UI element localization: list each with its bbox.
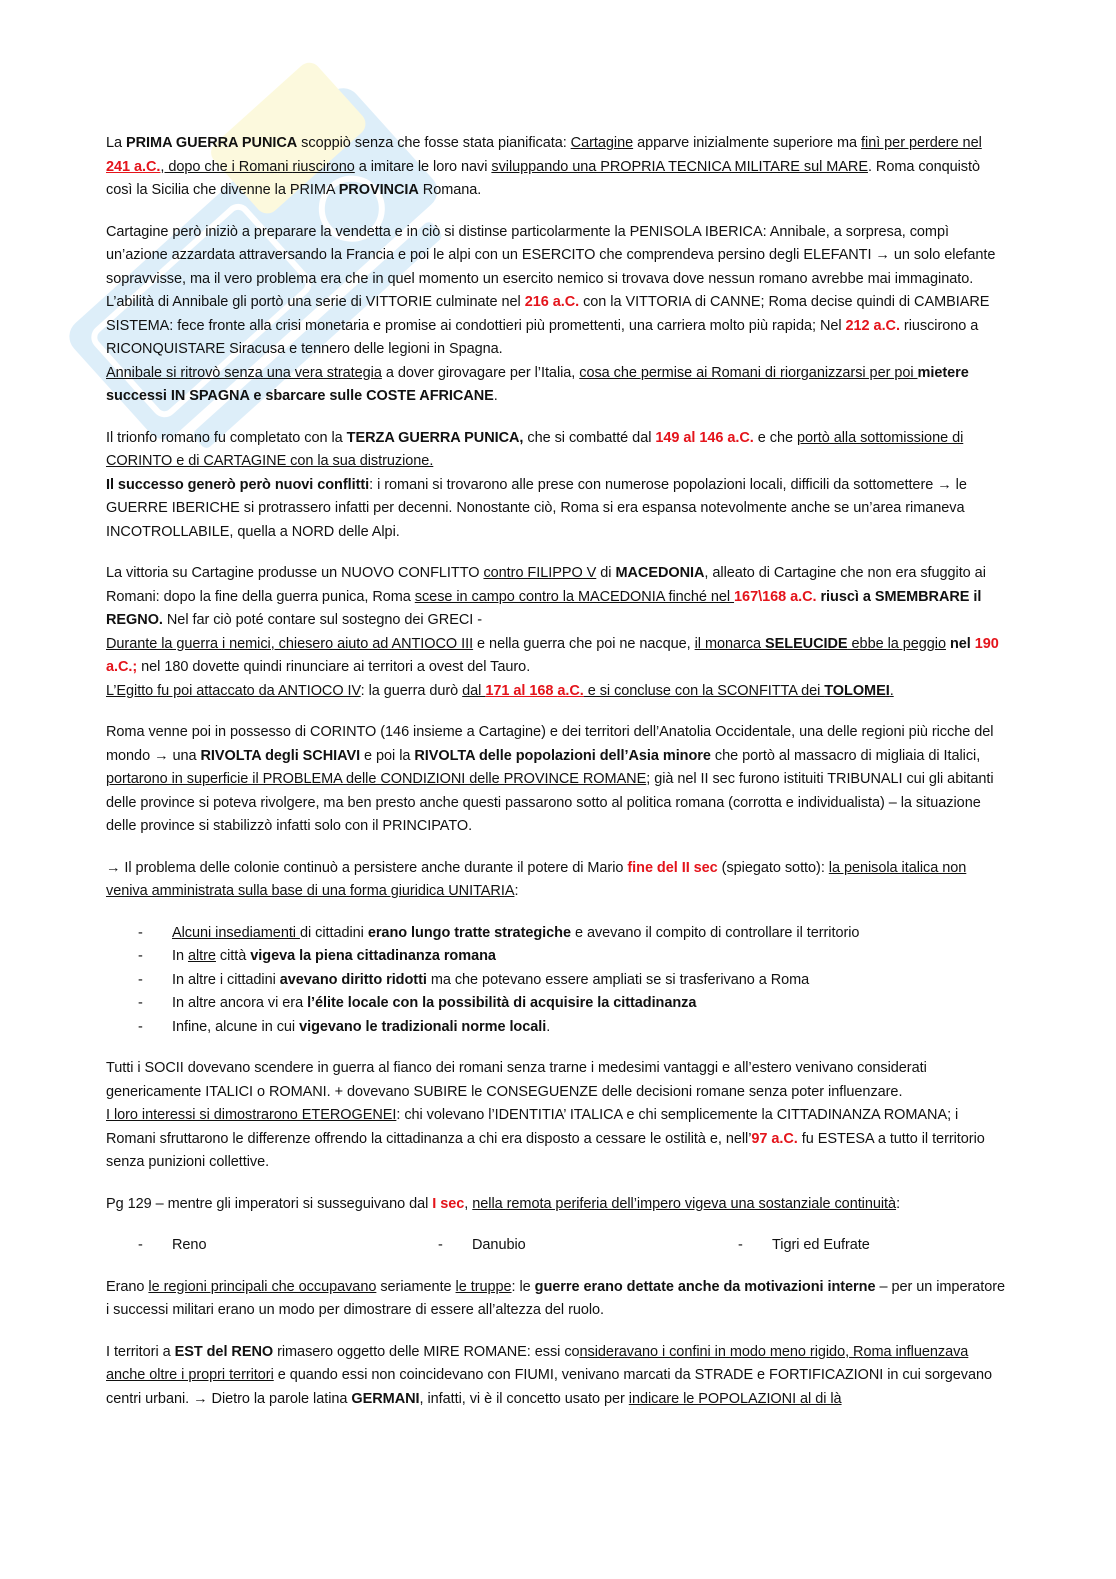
- text: (spiegato sotto):: [717, 859, 829, 876]
- text-underlined: le regioni principali che occupavano: [148, 1278, 377, 1295]
- text: :: [896, 1195, 901, 1212]
- text: I territori a: [106, 1343, 175, 1360]
- list-item: [106, 992, 1006, 1016]
- paragraph-nuovi-conflitti: [106, 474, 1006, 545]
- paragraph-annibale-strategia: [106, 362, 1006, 409]
- text: In altre ancora vi era: [172, 995, 308, 1011]
- text-bold: vigevano le tradizionali norme locali: [299, 1018, 547, 1035]
- text: riuscirono a RICONQUISTARE Siracusa e tennero delle legioni in Spagna.: [106, 317, 979, 357]
- text-bold: PROVINCIA: [338, 182, 419, 198]
- text-underlined: sviluppando una PROPRIA TECNICA MILITARE sul MARE: [491, 158, 868, 175]
- text: ma che potevano essere ampliati se si trasferivano a Roma: [426, 971, 810, 988]
- text: e che: [753, 429, 797, 446]
- text-bold: PRIMA GUERRA PUNICA: [126, 135, 298, 151]
- paragraph-corinto-anatolia: [106, 721, 1006, 839]
- text-underlined: riuscirono: [292, 158, 355, 175]
- text-bold-underlined: TOLOMEI: [824, 682, 890, 699]
- text: ; già nel II sec furono istituiti TRIBUNALI cui gli abitanti delle province si poteva rivolgere, ma ben presto anche questi passarono sotto al politica romana (corrotta e individualista) – la situazione delle province si stabilizzò infatti solo con il PRINCIPATO.: [106, 771, 994, 834]
- text-bold: TERZA GUERRA PUNICA,: [346, 429, 524, 446]
- text-bold: avevano diritto ridotti: [279, 971, 427, 988]
- text: La: [106, 135, 127, 151]
- paragraph-est-del-reno: [106, 1341, 1006, 1412]
- text-underlined: nella remota periferia dell’impero vigeva una sostanziale continuità: [472, 1195, 897, 1212]
- list-forme-giuridiche: [106, 922, 1006, 1040]
- text: seriamente: [376, 1278, 456, 1295]
- text: nel 180 dovette quindi rinunciare ai territori a ovest del Tauro.: [137, 659, 531, 675]
- river-tigri-eufrate: - Tigri ed Eufrate: [706, 1234, 1006, 1258]
- text-bold: vigeva la piena cittadinanza romana: [250, 948, 496, 964]
- text-underlined: e si concluse con la SCONFITTA dei: [583, 682, 825, 699]
- text-bold: Il successo generò però nuovi conflitti: [106, 476, 370, 493]
- text: .: [493, 388, 498, 404]
- text: : chi volevano l’IDENTITIA’ ITALICA e chi semplicemente la CITTADINANZA ROMANA; i Romani sfruttarono le differenze offrendo la cittadinanza a chi era disposto a cessare le ostilità e, nell’: [106, 1107, 959, 1147]
- text: Pg 129 – mentre gli imperatori si susseguivano dal: [106, 1195, 433, 1212]
- text: con la VITTORIA di CANNE; Roma decise quindi di CAMBIARE SISTEMA: fece fronte alla crisi monetaria e promise ai condottieri più promettenti, una carriera molto più rapida; Nel: [106, 294, 990, 334]
- text: e nella guerra che poi ne nacque,: [473, 635, 695, 652]
- text-bold: EST del RENO: [174, 1343, 274, 1360]
- text: : i romani si trovarono alle prese con numerose popolazioni locali, difficili da sottomettere → le GUERRE IBERICHE si protrassero infatti per decenni. Nonostante ciò, Roma si era espansa notevolmente anche se un’area rimaneva INCOTROLLABILE, quella a NORD delle Alpi.: [106, 476, 967, 540]
- paragraph-annibale-elefanti: [106, 221, 1006, 292]
- date-red: 216 a.C.: [524, 294, 580, 310]
- text-underlined: il monarca: [694, 635, 766, 652]
- river-danubio: - Danubio: [406, 1234, 706, 1258]
- text: apparve inizialmente superiore ma: [633, 135, 862, 151]
- text: , alleato di Cartagine che non era sfuggito ai Romani: dopo la fine della guerra punica, Roma: [106, 565, 986, 605]
- text: In: [172, 948, 188, 964]
- paragraph-prima-guerra-punica: [106, 132, 1006, 203]
- list-item: [106, 1016, 1006, 1040]
- text: La vittoria su Cartagine produsse un NUOVO CONFLITTO: [106, 565, 484, 581]
- date-red: 171 al 168: [485, 682, 558, 699]
- text-bold: mietere successi IN SPAGNA e sbarcare sulle COSTE AFRICANE: [106, 364, 969, 404]
- text: città: [215, 948, 251, 964]
- date-red: 97 a.C.: [751, 1130, 798, 1147]
- paragraph-problema-colonie: [106, 857, 1006, 904]
- text-bold: MACEDONIA: [615, 565, 705, 581]
- date-red: 241 a.C.: [106, 158, 161, 175]
- text: di cittadini: [299, 924, 368, 941]
- paragraph-socii: [106, 1057, 1006, 1104]
- text: L’abilità di Annibale gli portò una serie di VITTORIE culminate nel: [106, 294, 525, 310]
- text: Cartagine però iniziò a preparare la vendetta e in ciò si distinse particolarmente la PENISOLA IBERICA: Annibale, a sorpresa, compì un’azione azzardata attraversando la Francia e poi le alpi con un ESERCITO che comprendeva persino degli ELEFANTI → un solo elefante sopravvisse, ma il vero problema era che in quel momento un esercito nemico si trovava dove nessun romano avrebbe mai immaginato.: [106, 223, 996, 287]
- paragraph-antioco-iii: [106, 633, 1006, 680]
- date-red: fine del II sec: [627, 859, 718, 876]
- date-red: a.C.: [557, 682, 584, 699]
- text: Roma venne poi in possesso di CORINTO (146 insieme a Cartagine) e dei territori dell’Anatolia Occidentale, una delle regioni più ricche del mondo → una: [106, 724, 994, 764]
- list-rivers: [106, 1234, 1006, 1258]
- text-underlined: , dopo che i Romani: [160, 158, 293, 175]
- text: e poi la: [360, 747, 415, 764]
- text-underlined: finì per perdere nel: [861, 135, 982, 151]
- text-underlined: Alcuni insediamenti: [172, 924, 300, 941]
- river-reno: - Reno: [106, 1234, 406, 1258]
- text-bold: guerre erano dettate anche da motivazioni interne: [534, 1278, 876, 1295]
- text: che si combatté dal: [523, 429, 656, 446]
- list-item: [106, 922, 1006, 946]
- date-red: 167\168 a.C.: [734, 588, 817, 605]
- text-underlined: nsideravano i confini in modo meno rigido, Roma influenzava anche oltre i propri territori: [106, 1343, 969, 1383]
- text-underlined: la penisola italica non veniva amministrata sulla base di una forma giuridica UNITARIA: [106, 859, 967, 899]
- text: e quando essi non coincidevano con FIUMI, venivano marcati da STRADE e FORTIFICAZIONI in cui sorgevano centri urbani. → Dietro la parole latina: [106, 1367, 993, 1407]
- text-bold: nel: [945, 635, 975, 652]
- text-underlined: Cartagine: [570, 135, 634, 151]
- text-underlined: L’Egitto fu poi attaccato da ANTIOCO IV: [106, 682, 361, 699]
- paragraph-interessi-eterogenei: [106, 1104, 1006, 1175]
- text: , infatti, vi è il concetto usato per: [419, 1390, 629, 1407]
- text: In altre i cittadini: [172, 971, 280, 988]
- text-underlined: le truppe: [455, 1278, 512, 1295]
- text-underlined: contro FILIPPO V: [483, 565, 597, 581]
- text-underlined: scese in campo contro la MACEDONIA finché nel: [414, 588, 735, 605]
- text: .: [546, 1018, 551, 1035]
- text: :: [514, 883, 519, 899]
- text-bold-underlined: SELEUCIDE: [765, 635, 848, 652]
- text-bold: GERMANI: [351, 1390, 420, 1407]
- text-bold: l’élite locale con la possibilità di acquisire la cittadinanza: [307, 995, 697, 1011]
- text-underlined: portò alla sottomissione di CORINTO e di CARTAGINE con la sua distruzione.: [106, 429, 964, 469]
- text: fu ESTESA a tutto il territorio senza punizioni collettive.: [106, 1130, 985, 1170]
- text-bold: RIVOLTA delle popolazioni dell’Asia minore: [414, 747, 711, 764]
- text: – per un imperatore i successi militari erano un modo per dimostrare di essere all’altezza del ruolo.: [106, 1278, 1006, 1318]
- text-underlined: Annibale si ritrovò senza una vera strategia: [106, 364, 382, 381]
- text: . Roma conquistò così la Sicilia che divenne la PRIMA: [106, 158, 981, 198]
- paragraph-macedonia: [106, 562, 1006, 633]
- text: a dover girovagare per l’Italia,: [381, 364, 580, 381]
- document-body: [106, 132, 1006, 1429]
- text: ,: [464, 1195, 473, 1212]
- text: Romana.: [418, 182, 482, 198]
- text: rimasero oggetto delle MIRE ROMANE: essi co: [273, 1343, 580, 1360]
- text: Tutti i SOCII dovevano scendere in guerra al fianco dei romani senza trarne i medesimi vantaggi e all’estero venivano considerati genericamente ITALICI o ROMANI. + dovevano SUBIRE le CONSEGUENZE delle decisioni romane senza poter influenzare.: [106, 1060, 927, 1100]
- text: che portò al massacro di migliaia di Italici,: [710, 747, 981, 764]
- paragraph-vittorie-annibale: [106, 291, 1006, 362]
- text: → Il problema delle colonie continuò a persistere anche durante il potere di Mario: [106, 859, 628, 876]
- text-bold: RIVOLTA degli SCHIAVI: [200, 747, 361, 764]
- paragraph-terza-guerra-punica: [106, 427, 1006, 474]
- text-underlined: I loro interessi si dimostrarono ETEROGENEI: [106, 1107, 397, 1123]
- text: Erano: [106, 1278, 149, 1295]
- text-underlined: portarono in superficie il PROBLEMA delle CONDIZIONI delle PROVINCE ROMANE: [106, 771, 647, 787]
- text-bold: erano lungo tratte strategiche: [367, 924, 571, 941]
- text: scoppiò senza che fosse stata pianificata:: [297, 135, 571, 151]
- text-underlined: cosa che permise ai Romani di riorganizzarsi per poi: [579, 364, 918, 381]
- text-underlined: .: [889, 682, 894, 699]
- text: : la guerra durò: [360, 682, 463, 699]
- date-red: 190 a.C.;: [106, 635, 999, 675]
- text: Nel far ciò poté contare sul sostegno dei GRECI -: [162, 612, 482, 628]
- text-underlined: Durante la guerra i nemici, chiesero aiuto ad ANTIOCO III: [106, 635, 474, 652]
- date-red: 212 a.C.: [845, 317, 900, 334]
- paragraph-pg-129: [106, 1193, 1006, 1217]
- date-red: I sec: [432, 1195, 465, 1212]
- text: Il trionfo romano fu completato con la: [106, 429, 347, 446]
- date-red: 149 al 146 a.C.: [655, 429, 754, 446]
- text: a imitare le loro navi: [354, 158, 492, 175]
- paragraph-antioco-iv: [106, 680, 1006, 704]
- text-underlined: indicare le POPOLAZIONI al di là: [628, 1390, 842, 1407]
- text-bold: riuscì a SMEMBRARE il REGNO.: [106, 588, 982, 628]
- paragraph-regioni-principali: [106, 1276, 1006, 1323]
- list-item: [106, 969, 1006, 993]
- text: : le: [511, 1278, 535, 1295]
- text: Infine, alcune in cui: [172, 1018, 300, 1035]
- text-underlined: dal: [462, 682, 486, 699]
- text: e avevano il compito di controllare il territorio: [570, 924, 860, 941]
- text-underlined: altre: [187, 948, 216, 964]
- text: di: [596, 565, 616, 581]
- text-underlined: ebbe la peggio: [847, 635, 946, 652]
- list-item: [106, 945, 1006, 969]
